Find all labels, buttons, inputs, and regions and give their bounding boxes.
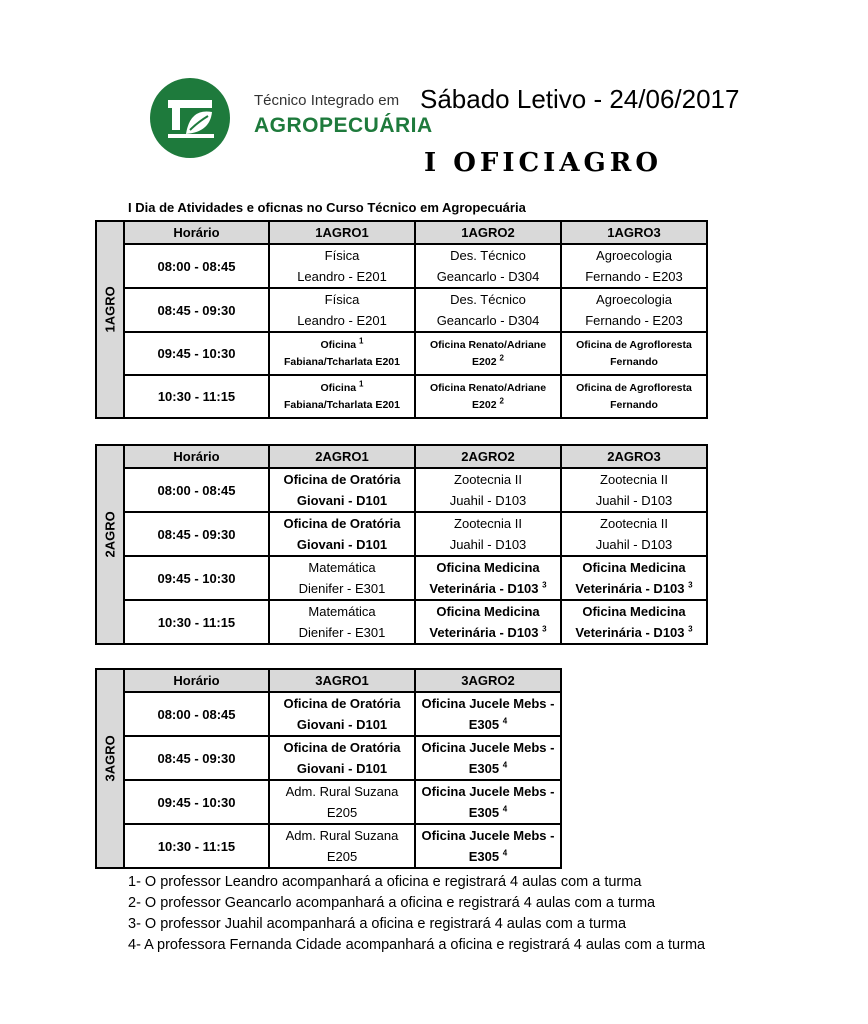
cell-text: Juahil - D103: [595, 537, 673, 552]
cell-line-2: [416, 802, 560, 823]
header-class: 2AGRO3: [561, 445, 707, 468]
cell-text: Veterinária - D103: [429, 625, 539, 640]
cell-text: Geancarlo - D304: [436, 269, 540, 284]
cell-text: Leandro - E201: [297, 313, 387, 328]
class-cell: [415, 824, 561, 868]
cell-line-1: [562, 337, 706, 354]
cell-line-2: [416, 622, 560, 643]
group-label-cell: [96, 221, 124, 418]
cell-line-1: [270, 289, 414, 310]
cell-line-2: [270, 397, 414, 414]
cell-line-2: [562, 490, 706, 511]
cell-text: E305: [468, 717, 500, 732]
time-slot: 08:45 - 09:30: [124, 288, 269, 332]
course-logo: [150, 78, 433, 160]
cell-line-1: [270, 557, 414, 578]
cell-text: E305: [468, 761, 500, 776]
cell-text: Matemática: [308, 560, 376, 575]
cell-text: E305: [468, 849, 500, 864]
cell-line-2: [270, 490, 414, 511]
footnote-ref: 3: [688, 580, 693, 590]
footnote-ref: 4: [502, 760, 508, 770]
cell-text: Agroecologia: [596, 292, 672, 307]
cell-text: Fabiana/Tcharlata E201: [284, 398, 400, 411]
class-cell: [269, 824, 415, 868]
footnote-ref: 4: [502, 804, 508, 814]
class-cell: [561, 600, 707, 644]
cell-line-1: [270, 737, 414, 758]
cell-line-2: [270, 310, 414, 331]
header-class: 1AGRO3: [561, 221, 707, 244]
table-row: [96, 468, 707, 512]
footnote-ref: 2: [499, 353, 504, 362]
cell-line-1: [270, 469, 414, 490]
cell-line-2: [416, 578, 560, 599]
cell-line-1: [270, 781, 414, 802]
logo-text-line2: AGROPECUÁRIA: [254, 114, 433, 137]
class-cell: [269, 375, 415, 418]
class-cell: [415, 600, 561, 644]
cell-line-1: [416, 380, 560, 397]
cell-line-2: [416, 310, 560, 331]
cell-line-2: [416, 846, 560, 867]
cell-text: Fernando: [610, 355, 658, 368]
schedule-table-1agro: [95, 220, 708, 419]
cell-text: E205: [326, 849, 358, 864]
cell-text: E202: [472, 355, 497, 368]
logo-text-line1: Técnico Integrado em: [254, 92, 400, 109]
class-cell: [269, 244, 415, 288]
cell-text: Leandro - E201: [297, 269, 387, 284]
cell-text: Zootecnia II: [454, 472, 522, 487]
cell-text: Física: [324, 248, 360, 263]
cell-text: Física: [324, 292, 360, 307]
cell-text: Adm. Rural Suzana: [285, 828, 399, 843]
time-slot: 08:00 - 08:45: [124, 468, 269, 512]
cell-text: Veterinária - D103: [575, 581, 685, 596]
cell-line-2: [270, 534, 414, 555]
cell-text: Oficina: [320, 381, 357, 394]
cell-line-1: [270, 693, 414, 714]
date-title: Sábado Letivo - 24/06/2017: [420, 84, 740, 114]
time-slot: 09:45 - 10:30: [124, 332, 269, 375]
cell-text: Zootecnia II: [600, 472, 668, 487]
table-row: [96, 288, 707, 332]
header-class: 2AGRO1: [269, 445, 415, 468]
cell-text: Matemática: [308, 604, 376, 619]
header-time: Horário: [124, 221, 269, 244]
class-cell: [561, 332, 707, 375]
group-label: 3AGRO: [102, 735, 118, 782]
cell-line-2: [416, 490, 560, 511]
cell-text: Fernando - E203: [585, 313, 683, 328]
cell-text: Oficina de Agrofloresta: [576, 338, 692, 351]
cell-text: Oficina de Oratória: [283, 472, 401, 487]
header-class: 1AGRO1: [269, 221, 415, 244]
cell-line-1: [270, 513, 414, 534]
cell-text: Adm. Rural Suzana: [285, 784, 399, 799]
cell-text: Oficina Jucele Mebs -: [421, 740, 555, 755]
table-row: [96, 824, 561, 868]
cell-line-2: [562, 354, 706, 371]
footnote: 1- O professor Leandro acompanhará a oficina e registrará 4 aulas com a turma: [128, 874, 642, 890]
logo-emblem-icon: [150, 78, 230, 158]
cell-text: Fernando - E203: [585, 269, 683, 284]
table-row: [96, 692, 561, 736]
cell-text: Fernando: [610, 398, 658, 411]
time-slot: 09:45 - 10:30: [124, 780, 269, 824]
class-cell: [561, 468, 707, 512]
time-slot: 08:00 - 08:45: [124, 692, 269, 736]
time-slot: 08:00 - 08:45: [124, 244, 269, 288]
cell-line-2: [416, 266, 560, 287]
cell-text: Veterinária - D103: [575, 625, 685, 640]
cell-line-1: [416, 513, 560, 534]
cell-text: Oficina Medicina: [436, 560, 540, 575]
cell-line-1: [562, 557, 706, 578]
class-cell: [561, 512, 707, 556]
cell-text: Oficina Jucele Mebs -: [421, 696, 555, 711]
cell-text: Juahil - D103: [449, 537, 527, 552]
cell-line-2: [270, 758, 414, 779]
cell-text: Oficina Jucele Mebs -: [421, 784, 555, 799]
footnote: 3- O professor Juahil acompanhará a oficina e registrará 4 aulas com a turma: [128, 916, 627, 932]
time-slot: 08:45 - 09:30: [124, 512, 269, 556]
cell-line-2: [416, 354, 560, 371]
cell-text: Giovani - D101: [296, 537, 388, 552]
cell-line-2: [270, 846, 414, 867]
class-cell: [415, 244, 561, 288]
schedule-subtitle: I Dia de Atividades e oficnas no Curso Técnico em Agropecuária: [128, 200, 526, 215]
table-row: [96, 780, 561, 824]
time-slot: 09:45 - 10:30: [124, 556, 269, 600]
class-cell: [269, 692, 415, 736]
cell-text: Fabiana/Tcharlata E201: [284, 355, 400, 368]
class-cell: [415, 375, 561, 418]
cell-text: Giovani - D101: [296, 717, 388, 732]
cell-text: Oficina Medicina: [582, 604, 686, 619]
cell-line-2: [270, 354, 414, 371]
class-cell: [269, 556, 415, 600]
cell-line-1: [416, 245, 560, 266]
footnote: 4- A professora Fernanda Cidade acompanhará a oficina e registrará 4 aulas com a turma: [128, 937, 706, 953]
group-label: 2AGRO: [102, 511, 118, 558]
class-cell: [415, 512, 561, 556]
cell-text: Oficina Medicina: [582, 560, 686, 575]
cell-line-1: [562, 245, 706, 266]
cell-line-2: [562, 534, 706, 555]
cell-text: Veterinária - D103: [429, 581, 539, 596]
cell-line-1: [270, 245, 414, 266]
class-cell: [561, 288, 707, 332]
cell-text: Oficina: [320, 338, 357, 351]
cell-line-1: [416, 825, 560, 846]
class-cell: [561, 244, 707, 288]
cell-text: Juahil - D103: [449, 493, 527, 508]
class-cell: [415, 332, 561, 375]
cell-line-1: [270, 825, 414, 846]
header-class: 3AGRO1: [269, 669, 415, 692]
header-time: Horário: [124, 445, 269, 468]
time-slot: 10:30 - 11:15: [124, 600, 269, 644]
cell-line-2: [270, 802, 414, 823]
table-row: [96, 736, 561, 780]
class-cell: [415, 780, 561, 824]
cell-text: Oficina Medicina: [436, 604, 540, 619]
cell-line-1: [270, 380, 414, 397]
table-row: [96, 332, 707, 375]
group-label-cell: [96, 445, 124, 644]
cell-line-1: [416, 469, 560, 490]
cell-line-1: [416, 781, 560, 802]
footnote-ref: 3: [542, 580, 547, 590]
cell-text: Geancarlo - D304: [436, 313, 540, 328]
cell-text: E205: [326, 805, 358, 820]
event-title: I OFICIAGRO: [424, 148, 662, 178]
cell-text: Oficina de Oratória: [283, 696, 401, 711]
cell-line-1: [562, 289, 706, 310]
cell-line-1: [562, 380, 706, 397]
cell-text: Oficina de Oratória: [283, 516, 401, 531]
cell-line-2: [416, 534, 560, 555]
cell-text: Dienifer - E301: [298, 625, 386, 640]
time-slot: 08:45 - 09:30: [124, 736, 269, 780]
class-cell: [269, 600, 415, 644]
table-row: [96, 512, 707, 556]
footnote-ref: 3: [542, 624, 547, 634]
cell-line-1: [416, 737, 560, 758]
cell-text: Zootecnia II: [454, 516, 522, 531]
header-class: 3AGRO2: [415, 669, 561, 692]
class-cell: [269, 468, 415, 512]
footnote-ref: 2: [499, 396, 504, 405]
schedule-table-2agro: [95, 444, 708, 645]
cell-line-2: [562, 622, 706, 643]
cell-line-2: [270, 578, 414, 599]
cell-line-1: [416, 289, 560, 310]
footnote-ref: 4: [502, 848, 508, 858]
group-label: 1AGRO: [102, 286, 118, 333]
cell-line-2: [416, 714, 560, 735]
header-class: 1AGRO2: [415, 221, 561, 244]
footnotes: [128, 872, 705, 956]
cell-line-1: [416, 601, 560, 622]
footnote-ref: 3: [688, 624, 693, 634]
cell-text: Oficina Jucele Mebs -: [421, 828, 555, 843]
class-cell: [269, 780, 415, 824]
class-cell: [269, 736, 415, 780]
cell-text: Oficina Renato/Adriane: [429, 381, 547, 394]
schedule-table-3agro: [95, 668, 562, 869]
time-slot: 10:30 - 11:15: [124, 824, 269, 868]
cell-text: Oficina de Oratória: [283, 740, 401, 755]
class-cell: [415, 556, 561, 600]
cell-line-2: [270, 714, 414, 735]
class-cell: [269, 512, 415, 556]
cell-text: Juahil - D103: [595, 493, 673, 508]
class-cell: [415, 288, 561, 332]
cell-line-2: [270, 622, 414, 643]
cell-line-1: [562, 469, 706, 490]
cell-line-2: [270, 266, 414, 287]
class-cell: [415, 468, 561, 512]
class-cell: [561, 375, 707, 418]
cell-line-1: [270, 601, 414, 622]
cell-line-2: [562, 310, 706, 331]
cell-line-2: [416, 758, 560, 779]
cell-text: E305: [468, 805, 500, 820]
cell-text: Dienifer - E301: [298, 581, 386, 596]
cell-text: Agroecologia: [596, 248, 672, 263]
header-class: 2AGRO2: [415, 445, 561, 468]
table-row: [96, 244, 707, 288]
class-cell: [269, 332, 415, 375]
class-cell: [269, 288, 415, 332]
cell-line-1: [562, 513, 706, 534]
cell-text: Oficina de Agrofloresta: [576, 381, 692, 394]
table-row: [96, 556, 707, 600]
cell-line-1: [562, 601, 706, 622]
cell-text: Giovani - D101: [296, 493, 388, 508]
cell-line-1: [416, 337, 560, 354]
cell-line-2: [562, 397, 706, 414]
table-row: [96, 600, 707, 644]
class-cell: [415, 736, 561, 780]
cell-line-1: [416, 557, 560, 578]
cell-text: Zootecnia II: [600, 516, 668, 531]
class-cell: [415, 692, 561, 736]
table-row: [96, 375, 707, 418]
cell-line-2: [562, 578, 706, 599]
cell-text: Giovani - D101: [296, 761, 388, 776]
footnote: 2- O professor Geancarlo acompanhará a oficina e registrará 4 aulas com a turma: [128, 895, 656, 911]
cell-line-2: [562, 266, 706, 287]
cell-line-1: [416, 693, 560, 714]
time-slot: 10:30 - 11:15: [124, 375, 269, 418]
cell-line-2: [416, 397, 560, 414]
group-label-cell: [96, 669, 124, 868]
cell-text: Des. Técnico: [450, 292, 526, 307]
cell-text: E202: [472, 398, 497, 411]
header-time: Horário: [124, 669, 269, 692]
footnote-ref: 1: [359, 379, 364, 388]
footnote-ref: 4: [502, 716, 508, 726]
class-cell: [561, 556, 707, 600]
footnote-ref: 1: [359, 336, 364, 345]
cell-text: Oficina Renato/Adriane: [429, 338, 547, 351]
cell-text: Des. Técnico: [450, 248, 526, 263]
cell-line-1: [270, 337, 414, 354]
